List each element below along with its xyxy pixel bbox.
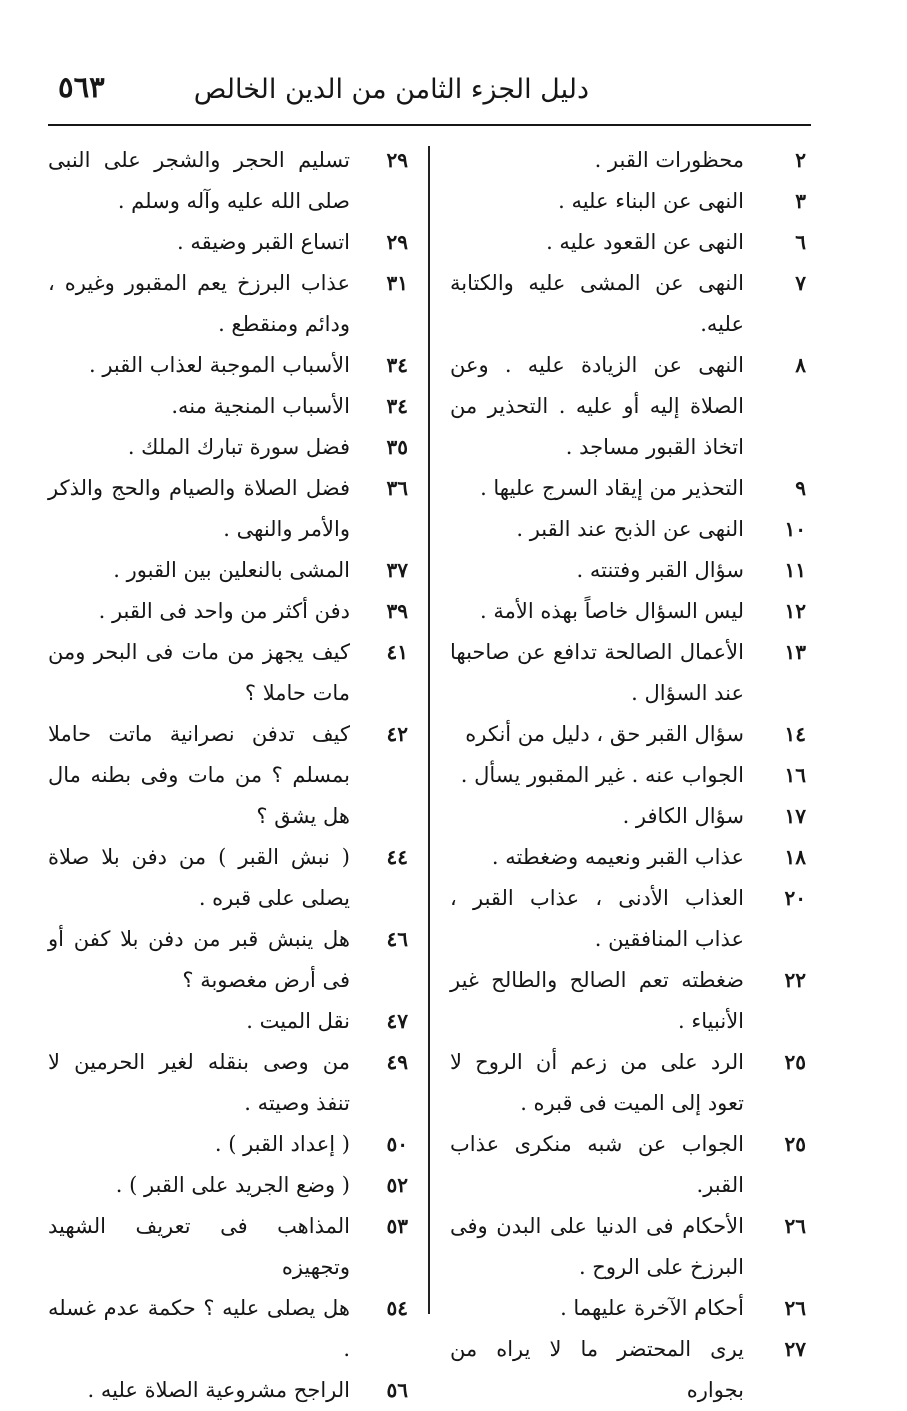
entry-topic: كيف يجهز من مات فى البحر ومن مات حاملا ؟ — [48, 640, 350, 705]
entry-page-number: ١٨ — [784, 845, 806, 869]
index-entry — [48, 714, 408, 837]
entry-page-number: ٢٦ — [784, 1296, 806, 1320]
entry-topic: الراجح مشروعية الصلاة عليه . — [87, 1378, 350, 1402]
index-entry — [450, 1329, 806, 1411]
entry-topic: الرد على من زعم أن الروح لا تعود إلى الميت فى قبره . — [450, 1050, 744, 1115]
entry-topic: التحذير من إيقاد السرج عليها . — [480, 476, 744, 500]
entry-page-number: ٣٩ — [386, 599, 408, 623]
entry-topic: ليس السؤال خاصاً بهذه الأمة . — [480, 599, 744, 623]
index-entry — [450, 755, 806, 796]
index-entry — [48, 222, 408, 263]
entry-page-number: ١٤ — [784, 722, 806, 746]
entry-topic: النهى عن البناء عليه . — [558, 189, 744, 213]
entry-topic: ضغطته تعم الصالح والطالح غير الأنبياء . — [450, 968, 744, 1033]
entry-topic: كيف تدفن نصرانية ماتت حاملا بمسلم ؟ من مات وفى بطنه مال هل يشق ؟ — [48, 722, 350, 828]
index-entry — [48, 1124, 408, 1165]
entry-topic: المذاهب فى تعريف الشهيد وتجهيزه — [48, 1214, 350, 1279]
entry-topic: دفن أكثر من واحد فى القبر . — [98, 599, 350, 623]
entry-page-number: ٥٢ — [386, 1173, 408, 1197]
entry-page-number: ٦ — [795, 230, 806, 254]
entry-page-number: ٤٦ — [386, 927, 408, 951]
entry-topic: فضل الصلاة والصيام والحج والذكر والأمر والنهى . — [48, 476, 350, 541]
entry-page-number: ٤١ — [386, 640, 408, 664]
index-column-left — [48, 140, 408, 1411]
entry-page-number: ٢ — [795, 148, 806, 172]
entry-page-number: ١٦ — [784, 763, 806, 787]
entry-topic: المشى بالنعلين بين القبور . — [113, 558, 350, 582]
entry-page-number: ٩ — [795, 476, 806, 500]
entry-page-number: ٥٣ — [386, 1214, 408, 1238]
entry-topic: اتساع القبر وضيقه . — [176, 230, 350, 254]
header-rule — [48, 124, 811, 126]
column-divider — [428, 146, 430, 1314]
entry-topic: الأحكام فى الدنيا على البدن وفى البرزخ على الروح . — [450, 1214, 744, 1279]
index-entry — [48, 468, 408, 550]
index-entry — [48, 550, 408, 591]
index-entry — [48, 263, 408, 345]
index-entry — [450, 837, 806, 878]
index-entry — [450, 509, 806, 550]
index-entry — [450, 550, 806, 591]
index-entry — [450, 591, 806, 632]
entry-page-number: ١٣ — [784, 640, 806, 664]
index-entry — [450, 345, 806, 468]
index-column-right — [450, 140, 806, 1411]
entry-topic: أحكام الآخرة عليهما . — [560, 1296, 744, 1320]
index-entry — [48, 1206, 408, 1288]
entry-topic: نقل الميت . — [246, 1009, 350, 1033]
entry-page-number: ٨ — [795, 353, 806, 377]
index-entry — [48, 1042, 408, 1124]
entry-page-number: ٤٢ — [386, 722, 408, 746]
entry-page-number: ٣ — [795, 189, 806, 213]
entry-page-number: ٣١ — [386, 271, 408, 295]
index-entry — [450, 632, 806, 714]
index-entry — [450, 1288, 806, 1329]
entry-topic: سؤال الكافر . — [622, 804, 744, 828]
entry-page-number: ١٢ — [784, 599, 806, 623]
entry-topic: سؤال القبر حق ، دليل من أنكره — [465, 722, 744, 746]
entry-topic: يرى المحتضر ما لا يراه من بجواره — [450, 1337, 744, 1402]
entry-topic: ( نبش القبر ) من دفن بلا صلاة يصلى على قبره . — [48, 845, 350, 910]
entry-topic: من وصى بنقله لغير الحرمين لا تنفذ وصيته . — [48, 1050, 350, 1115]
index-entry — [48, 386, 408, 427]
entry-page-number: ٣٧ — [386, 558, 408, 582]
index-entry — [450, 1124, 806, 1206]
entry-page-number: ٣٥ — [386, 435, 408, 459]
index-entry — [450, 222, 806, 263]
index-entry — [450, 878, 806, 960]
entry-topic: ( وضع الجريد على القبر ) . — [115, 1173, 350, 1197]
index-entry — [450, 960, 806, 1042]
entry-topic: النهى عن الذبح عند القبر . — [516, 517, 744, 541]
page-number: ٥٦٣ — [58, 70, 105, 104]
entry-topic: النهى عن القعود عليه . — [546, 230, 744, 254]
entry-page-number: ٣٦ — [386, 476, 408, 500]
index-entry — [450, 140, 806, 181]
entry-page-number: ٢٠ — [784, 886, 806, 910]
entry-page-number: ٤٤ — [386, 845, 408, 869]
index-entry — [48, 427, 408, 468]
entry-page-number: ٢٧ — [784, 1337, 806, 1361]
index-entry — [450, 263, 806, 345]
entry-page-number: ١٠ — [784, 517, 806, 541]
index-entry — [48, 632, 408, 714]
entry-page-number: ١٧ — [784, 804, 806, 828]
entry-topic: فضل سورة تبارك الملك . — [127, 435, 350, 459]
index-entry — [450, 1206, 806, 1288]
entry-page-number: ٤٧ — [386, 1009, 408, 1033]
page-header — [48, 68, 811, 126]
entry-page-number: ١١ — [784, 558, 806, 582]
entry-topic: محظورات القبر . — [594, 148, 744, 172]
entry-topic: سؤال القبر وفتنته . — [576, 558, 744, 582]
index-entry — [48, 919, 408, 1001]
entry-page-number: ٥٤ — [386, 1296, 408, 1320]
index-entry — [48, 837, 408, 919]
entry-page-number: ٢٦ — [784, 1214, 806, 1238]
entry-topic: الجواب عن شبه منكرى عذاب القبر. — [450, 1132, 744, 1197]
entry-topic: الأعمال الصالحة تدافع عن صاحبها عند السؤال . — [450, 640, 744, 705]
index-entry — [48, 1165, 408, 1206]
entry-page-number: ٣٤ — [386, 353, 408, 377]
entry-topic: ( إعداد القبر ) . — [214, 1132, 350, 1156]
index-entry — [450, 796, 806, 837]
entry-topic: عذاب القبر ونعيمه وضغطته . — [491, 845, 744, 869]
entry-topic: هل يصلى عليه ؟ حكمة عدم غسله . — [48, 1296, 350, 1361]
index-entry — [450, 181, 806, 222]
index-entry — [450, 714, 806, 755]
entry-topic: النهى عن الزيادة عليه . وعن الصلاة إليه أو عليه . التحذير من اتخاذ القبور مساجد . — [450, 353, 744, 459]
entry-topic: الأسباب المنجية منه. — [171, 394, 350, 418]
entry-page-number: ٢٥ — [784, 1132, 806, 1156]
index-entry — [48, 345, 408, 386]
entry-page-number: ٣٤ — [386, 394, 408, 418]
entry-topic: العذاب الأدنى ، عذاب القبر ، عذاب المنافقين . — [450, 886, 744, 951]
entry-topic: الأسباب الموجبة لعذاب القبر . — [88, 353, 350, 377]
entry-page-number: ٧ — [795, 271, 806, 295]
index-entry — [48, 1001, 408, 1042]
entry-page-number: ٥٠ — [386, 1132, 408, 1156]
index-entry — [48, 1370, 408, 1411]
index-entry — [450, 1042, 806, 1124]
entry-page-number: ٥٦ — [386, 1378, 408, 1402]
entry-topic: تسليم الحجر والشجر على النبى صلى الله عليه وآله وسلم . — [48, 148, 350, 213]
entry-topic: النهى عن المشى عليه والكتابة عليه. — [450, 271, 744, 336]
entry-page-number: ٢٩ — [386, 148, 408, 172]
entry-page-number: ٢٢ — [784, 968, 806, 992]
entry-page-number: ٢٩ — [386, 230, 408, 254]
entry-page-number: ٢٥ — [784, 1050, 806, 1074]
index-entry — [48, 1288, 408, 1370]
running-title: دليل الجزء الثامن من الدين الخالص — [193, 74, 589, 105]
entry-topic: هل ينبش قبر من دفن بلا كفن أو فى أرض مغصوبة ؟ — [48, 927, 350, 992]
index-entry — [450, 468, 806, 509]
entry-page-number: ٤٩ — [386, 1050, 408, 1074]
index-entry — [48, 140, 408, 222]
index-entry — [48, 591, 408, 632]
entry-topic: الجواب عنه . غير المقبور يسأل . — [460, 763, 744, 787]
entry-topic: عذاب البرزخ يعم المقبور وغيره ، ودائم ومنقطع . — [48, 271, 350, 336]
